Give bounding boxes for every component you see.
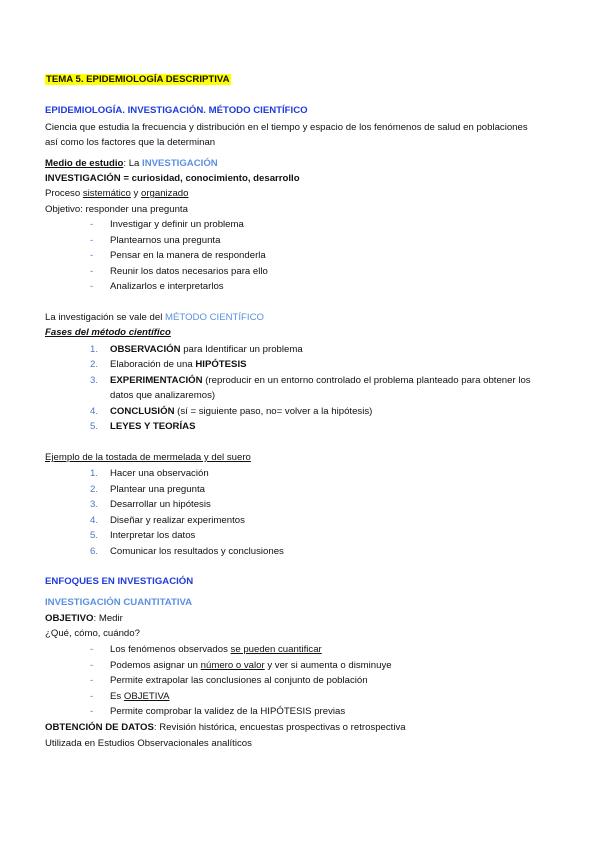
obtencion-label: OBTENCIÓN DE DATOS xyxy=(45,722,154,733)
list-item: Interpretar los datos xyxy=(110,530,196,541)
medio-sep: : La xyxy=(123,158,143,169)
list-item: Pensar en la manera de responderla xyxy=(110,250,266,261)
list-item: Reunir los datos necesarios para ello xyxy=(110,266,268,277)
list-item: Investigar y definir un problema xyxy=(110,219,244,230)
bullet-dash: - xyxy=(90,266,94,277)
fase-item: LEYES Y TEORÍAS xyxy=(110,421,196,432)
list-item: Plantearnos una pregunta xyxy=(110,235,221,246)
list-item: Diseñar y realizar experimentos xyxy=(110,515,245,526)
list-number: 1. xyxy=(90,344,99,355)
questions-line: ¿Qué, cómo, cuándo? xyxy=(45,628,140,639)
bullet-dash: - xyxy=(90,660,94,671)
section-heading-epidemiologia: EPIDEMIOLOGÍA. INVESTIGACIÓN. MÉTODO CIENTÍFICO xyxy=(45,105,308,116)
list-item xyxy=(110,691,170,703)
fase-item xyxy=(110,344,303,356)
definition-line-1: Ciencia que estudia la frecuencia y distribución en el tiempo y espacio de los fenómenos de salud en poblaciones xyxy=(45,122,528,133)
list-item: Comunicar los resultados y conclusiones xyxy=(110,546,284,557)
metodo-cientifico-highlight: MÉTODO CIENTÍFICO xyxy=(165,312,264,323)
bullet-dash: - xyxy=(90,691,94,702)
bullet-dash: - xyxy=(90,250,94,261)
ejemplo-heading: Ejemplo de la tostada de mermelada y del suero xyxy=(45,452,251,463)
item-pre: Los fenómenos observados xyxy=(110,644,231,655)
list-number: 3. xyxy=(90,375,99,386)
title-highlight: TEMA 5. EPIDEMIOLOGÍA DESCRIPTIVA xyxy=(46,74,230,85)
list-number: 6. xyxy=(90,546,99,557)
objetivo-line: Objetivo: responder una pregunta xyxy=(45,204,188,215)
item-pre: Es xyxy=(110,691,124,702)
investigacion-definition xyxy=(45,173,300,185)
fase-rest: para Identificar un problema xyxy=(180,344,303,355)
list-item: Hacer una observación xyxy=(110,468,209,479)
list-item: Plantear una pregunta xyxy=(110,484,205,495)
bullet-dash: - xyxy=(90,219,94,230)
list-item: Permite comprobar la validez de la HIPÓTESIS previas xyxy=(110,706,346,717)
objetivo-label: OBJETIVO xyxy=(45,613,94,624)
fase-bold: CONCLUSIÓN xyxy=(110,406,175,417)
item-pre: Podemos asignar un xyxy=(110,660,201,671)
fase-item xyxy=(110,406,372,418)
proceso-organizado: organizado xyxy=(141,188,189,199)
list-number: 5. xyxy=(90,530,99,541)
list-number: 5. xyxy=(90,421,99,432)
investigacion-label: INVESTIGACIÓN xyxy=(45,173,121,184)
fases-heading: Fases del método científico xyxy=(45,327,171,338)
item-post: y ver si aumenta o disminuye xyxy=(264,660,392,671)
sub-heading-cuantitativa: INVESTIGACIÓN CUANTITATIVA xyxy=(45,597,193,608)
list-number: 2. xyxy=(90,359,99,370)
fase-rest: (reproducir en un entorno controlado el problema planteado para obtener los xyxy=(202,375,531,386)
list-number: 3. xyxy=(90,499,99,510)
fase-bold: EXPERIMENTACIÓN xyxy=(110,375,203,386)
item-underlined: OBJETIVA xyxy=(123,691,170,702)
proceso-mid: y xyxy=(130,188,141,199)
proceso-sistematico: sistemático xyxy=(82,188,131,199)
bullet-dash: - xyxy=(90,644,94,655)
item-underlined: número o valor xyxy=(200,660,265,671)
bullet-dash: - xyxy=(90,675,94,686)
bullet-dash: - xyxy=(90,706,94,717)
bullet-dash: - xyxy=(90,235,94,246)
proceso-line xyxy=(45,188,188,200)
proceso-prefix: Proceso xyxy=(45,188,83,199)
objetivo-value: : Medir xyxy=(93,613,123,624)
list-item: Permite extrapolar las conclusiones al conjunto de población xyxy=(110,675,368,686)
section-heading-enfoques: ENFOQUES EN INVESTIGACIÓN xyxy=(45,576,194,587)
definition-line-2: así como los factores que la determinan xyxy=(45,137,216,148)
fase-bold: OBSERVACIÓN xyxy=(110,344,181,355)
metodo-intro-prefix: La investigación se vale del xyxy=(45,312,165,323)
bullet-dash: - xyxy=(90,281,94,292)
item-underlined: se pueden cuantificar xyxy=(230,644,322,655)
list-number: 1. xyxy=(90,468,99,479)
utilizada-line: Utilizada en Estudios Observacionales analíticos xyxy=(45,738,252,749)
fase-bold: HIPÓTESIS xyxy=(195,359,247,370)
metodo-intro-line xyxy=(45,312,264,324)
list-item xyxy=(110,644,322,656)
medio-de-estudio-line xyxy=(45,158,218,170)
list-number: 4. xyxy=(90,406,99,417)
document-title xyxy=(45,74,231,86)
obtencion-value: : Revisión histórica, encuestas prospectivas o retrospectiva xyxy=(153,722,406,733)
fase-rest: (sí = siguiente paso, no= volver a la hipótesis) xyxy=(174,406,373,417)
list-number: 2. xyxy=(90,484,99,495)
medio-value: INVESTIGACIÓN xyxy=(142,158,218,169)
list-item: Desarrollar un hipótesis xyxy=(110,499,211,510)
obtencion-line xyxy=(45,722,406,734)
medio-label: Medio de estudio xyxy=(45,158,124,169)
list-item xyxy=(110,660,392,672)
investigacion-rest: = curiosidad, conocimiento, desarrollo xyxy=(120,173,300,184)
fase-pre: Elaboración de una xyxy=(110,359,196,370)
list-number: 4. xyxy=(90,515,99,526)
fase-item xyxy=(110,359,247,371)
fase-item xyxy=(110,375,531,387)
fase-continuation: datos que analizaremos) xyxy=(110,390,216,401)
list-item: Analizarlos e interpretarlos xyxy=(110,281,224,292)
objetivo-medir-line xyxy=(45,613,123,625)
